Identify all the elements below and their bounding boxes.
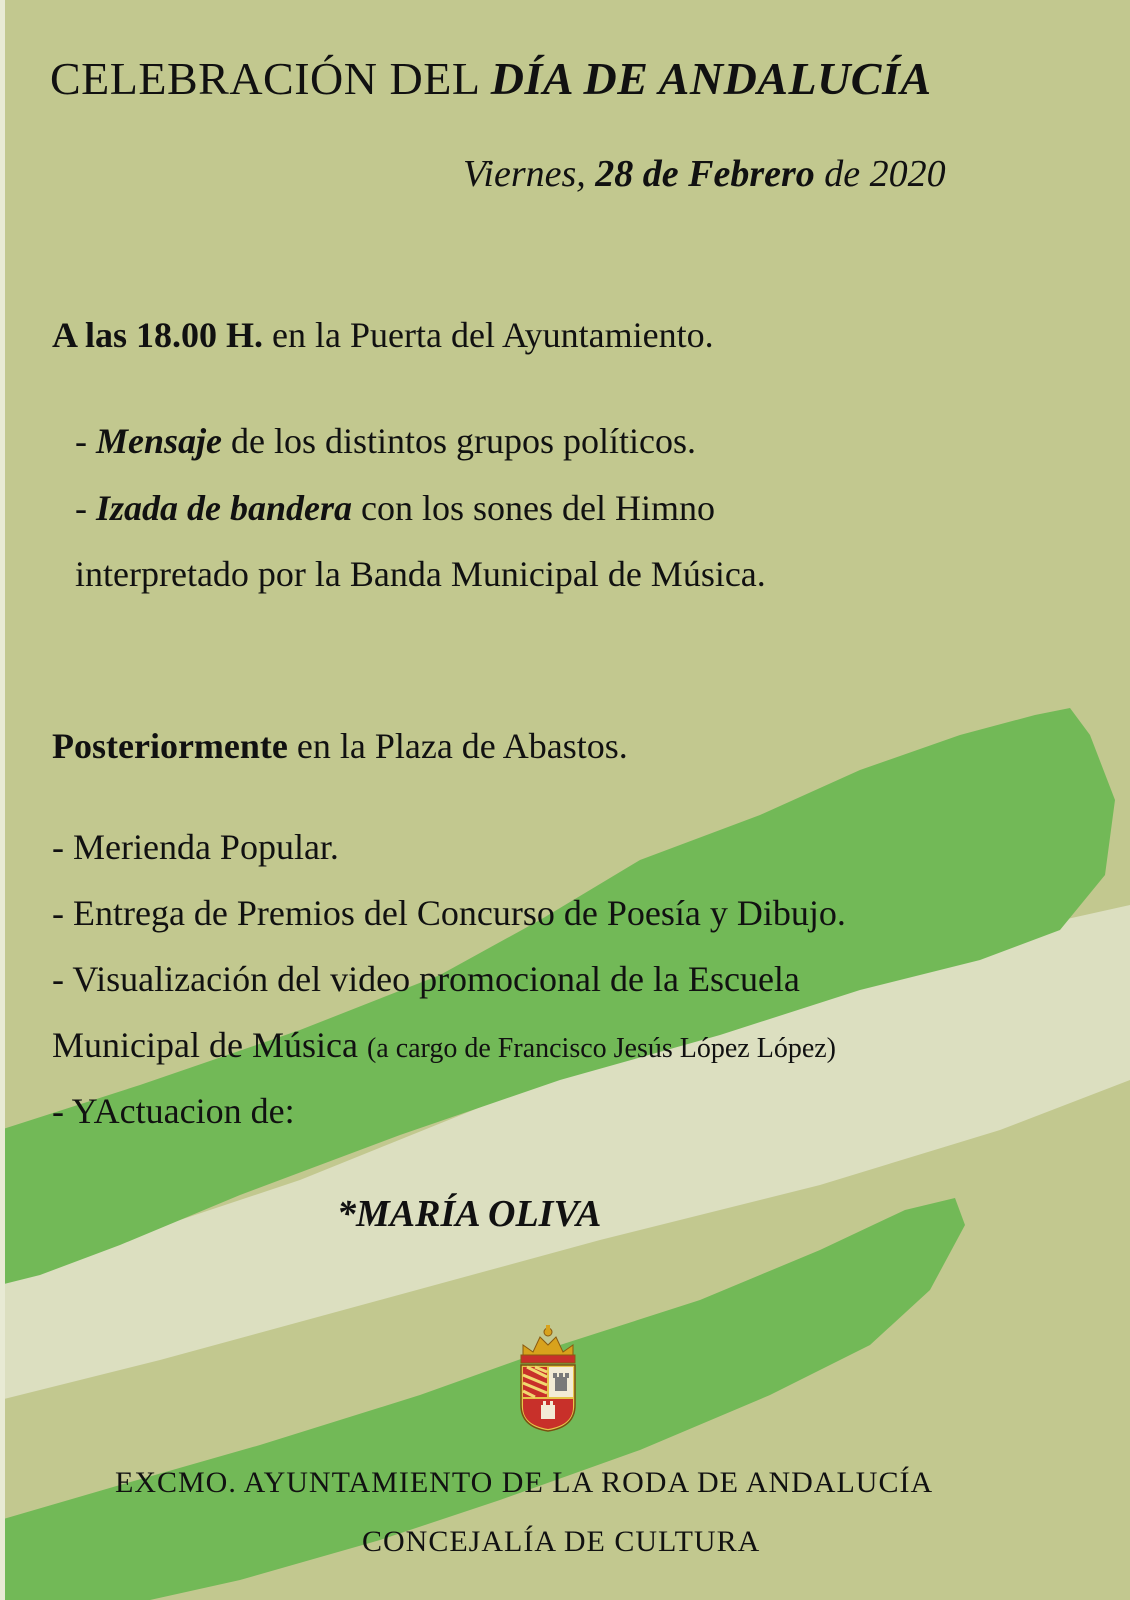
section2-last-item: - YActuacion de: xyxy=(52,1091,295,1131)
date-day: Viernes, xyxy=(463,153,586,195)
section2-item-1: - Merienda Popular. xyxy=(52,827,339,867)
section2-item-3-continuation xyxy=(52,1024,836,1066)
event-date xyxy=(463,152,946,196)
item-prefix: - xyxy=(75,421,96,461)
item-strong: Mensaje xyxy=(96,421,222,461)
footer-institution: EXCMO. AYUNTAMIENTO DE LA RODA DE ANDALUCÍA xyxy=(115,1466,934,1499)
section1-continuation: interpretado por la Banda Municipal de Música. xyxy=(75,554,766,594)
title-main: CELEBRACIÓN DEL xyxy=(50,53,479,104)
item-rest: con los sones del Himno xyxy=(352,488,715,528)
date-year: de 2020 xyxy=(824,153,946,195)
footer-department: CONCEJALÍA DE CULTURA xyxy=(362,1525,761,1558)
artist-name: *MARÍA OLIVA xyxy=(337,1193,602,1235)
section1-time: A las 18.00 H. xyxy=(52,315,264,355)
left-edge-strip xyxy=(0,0,5,1600)
date-date: 28 de Febrero xyxy=(595,153,815,195)
section1-item-2 xyxy=(75,487,715,529)
section2-heading-strong: Posteriormente xyxy=(52,726,288,766)
page-title xyxy=(50,52,932,105)
section1-place: en la Puerta del Ayuntamiento. xyxy=(272,315,714,355)
section2-place: en la Plaza de Abastos. xyxy=(296,726,628,766)
item-prefix: - xyxy=(75,488,96,528)
item-cont: Municipal de Música xyxy=(52,1025,358,1065)
section1-item-1 xyxy=(75,420,696,462)
item-cont-note: (a cargo de Francisco Jesús López López) xyxy=(366,1033,837,1064)
item-rest: de los distintos grupos políticos. xyxy=(222,421,697,461)
section2-item-3: - Visualización del video promocional de la Escuela xyxy=(52,959,800,999)
title-emphasis: DÍA DE ANDALUCÍA xyxy=(490,53,932,104)
section1-heading xyxy=(52,314,714,356)
coat-of-arms-icon xyxy=(513,1325,583,1433)
item-strong: Izada de bandera xyxy=(96,488,353,528)
section2-heading xyxy=(52,725,628,767)
section2-item-2: - Entrega de Premios del Concurso de Poesía y Dibujo. xyxy=(52,893,846,933)
